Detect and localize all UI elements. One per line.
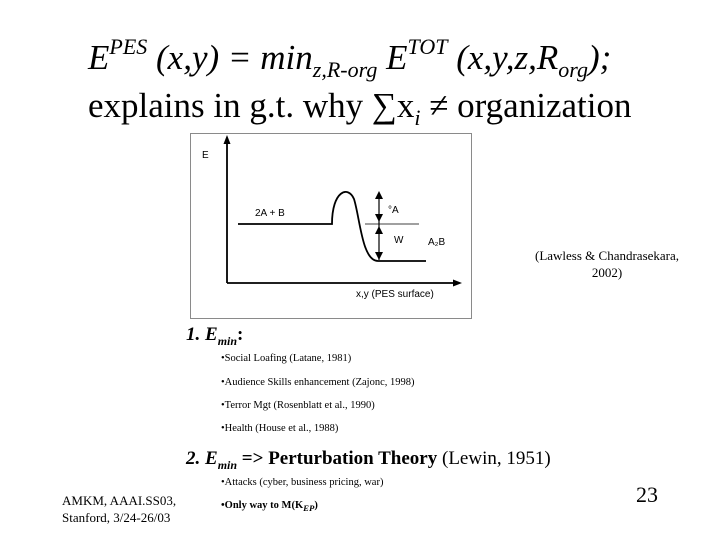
title-sub-org: org — [558, 57, 589, 82]
product-label: A₂B — [428, 237, 446, 248]
bullet-only-way-text: •Only way to M(K — [221, 500, 304, 511]
bullet-health: •Health (House et al., 1988) — [221, 423, 339, 434]
title-sub-zr: z,R-org — [312, 57, 378, 82]
title-sup-tot: TOT — [407, 34, 448, 60]
bullet-audience-skills: •Audience Skills enhancement (Zajonc, 1998) — [221, 377, 415, 388]
title2-sub-i: i — [414, 105, 421, 130]
title-mid: (x,y) = min — [147, 38, 313, 77]
title-line-1 — [88, 34, 612, 82]
axis-y-label: E — [202, 150, 209, 161]
title-sup-pes: PES — [109, 34, 148, 60]
footer-line-2: Stanford, 3/24-26/03 — [62, 510, 171, 525]
section1-sub: min — [217, 333, 238, 348]
credit-line-2: 2002) — [591, 265, 623, 280]
footer — [62, 492, 176, 526]
title-e2: E — [377, 38, 408, 77]
title-line-2 — [88, 86, 632, 130]
bullet-terror-mgt: •Terror Mgt (Rosenblatt et al., 1990) — [221, 400, 375, 411]
title-close: ); — [588, 38, 612, 77]
section-2-heading — [186, 448, 551, 473]
page-number: 23 — [636, 482, 658, 507]
title2-start: explains in g.t. why ∑x — [88, 86, 415, 125]
bullet-only-way-close: ) — [314, 500, 318, 511]
axis-x-label: x,y (PES surface) — [356, 289, 434, 300]
energy-diagram — [190, 133, 472, 319]
section1-colon: : — [237, 324, 244, 345]
section2-sub: min — [217, 457, 238, 472]
footer-line-1: AMKM, AAAI.SS03, — [62, 493, 177, 508]
barrier-label: °A — [388, 205, 399, 216]
section2-arrow: => — [237, 448, 269, 469]
w-label: W — [394, 235, 404, 246]
title-end: (x,y,z,R — [447, 38, 559, 77]
figure-credit — [512, 247, 702, 281]
credit-line-1: (Lawless & Chandrasekara, — [534, 248, 680, 263]
section1-num: 1. E — [186, 324, 218, 345]
title-e: E — [88, 38, 110, 77]
section-1-heading — [186, 324, 243, 349]
section2-num: 2. E — [186, 448, 218, 469]
section2-bold: Perturbation Theory — [268, 448, 438, 469]
bullet-only-way-sub: EP — [303, 503, 315, 514]
bullet-social-loafing: •Social Loafing (Latane, 1981) — [221, 353, 352, 364]
bullet-attacks: •Attacks (cyber, business pricing, war) — [221, 477, 384, 488]
section2-rest: (Lewin, 1951) — [437, 448, 551, 469]
reactant-label: 2A + B — [255, 208, 285, 219]
title2-end: ≠ organization — [420, 86, 632, 125]
bullet-only-way — [221, 500, 318, 513]
